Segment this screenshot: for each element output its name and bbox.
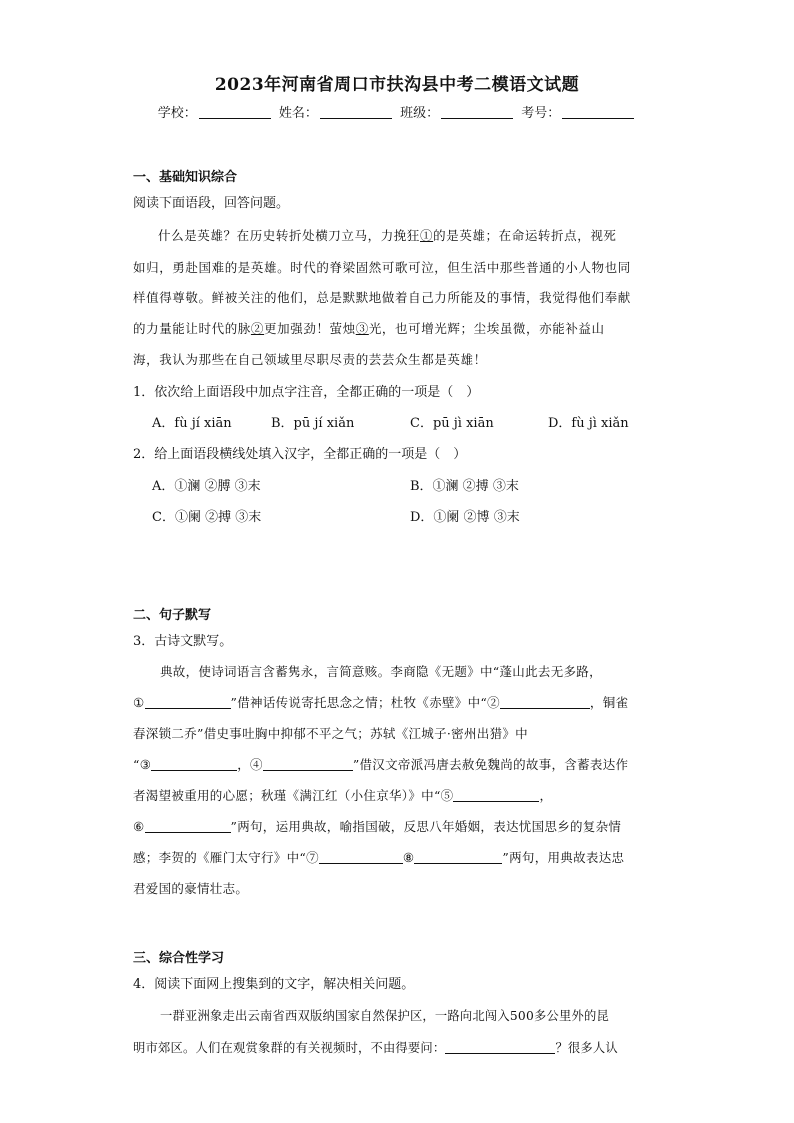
q3-line-8: 君爱国的豪情壮志。: [133, 881, 249, 896]
school-blank[interactable]: [199, 106, 271, 119]
q4-line-2: 明市郊区。人们在观赏象群的有关视频时，不由得要问： ？很多人认: [133, 1041, 618, 1055]
question-3-stem: 3．古诗文默写。: [133, 634, 233, 649]
blank-1: ①: [420, 228, 434, 243]
fill-blank-4[interactable]: [263, 758, 353, 771]
q3-line-4: “③ ，④ ”借汉文帝派冯唐去赦免魏尚的故事，含蓄表达作: [133, 757, 629, 772]
name-label: 姓名：: [278, 106, 318, 121]
question-2-stem: 2．给上面语段横线处填入汉字，全都正确的一项是（ ）: [133, 447, 467, 462]
fill-blank-3[interactable]: [151, 758, 237, 771]
fill-blank-5[interactable]: [453, 789, 539, 802]
q4-line-1: 一群亚洲象走出云南省西双版纳国家自然保护区，一路向北闯入500多公里外的昆: [160, 1009, 609, 1023]
fill-blank-7[interactable]: [319, 851, 403, 864]
q3-line-7: 感；李贺的《雁门太守行》中“⑦ ⑧ ”两句，用典故表达忠: [133, 850, 625, 865]
section1-heading: 一、基础知识综合: [133, 170, 238, 185]
q2-option-a[interactable]: A．①澜 ②膊 ③末: [152, 479, 261, 494]
q1-option-c[interactable]: C．pū jì xiān: [410, 416, 494, 431]
q3-line-5: 者渴望被重用的心愿；秋瑾《满江红（小住京华）》中“⑤ ，: [133, 788, 553, 803]
passage-line-1: 什么是英雄？在历史转折处横刀立马，力挽狂①的是英雄；在命运转折点，视死: [158, 228, 617, 243]
school-label: 学校：: [157, 106, 197, 121]
class-blank[interactable]: [441, 106, 513, 119]
fill-blank-2[interactable]: [500, 696, 590, 709]
q1-option-d[interactable]: D．fù jì xiǎn: [548, 416, 629, 431]
section3-heading: 三、综合性学习: [133, 951, 225, 966]
section1-instruction: 阅读下面语段，回答问题。: [133, 196, 290, 211]
passage-line-2: 如归，勇赴国难的是英雄。时代的脊梁固然可歌可泣，但生活中那些普通的小人物也同: [133, 260, 631, 275]
q3-line-6: ⑥ ”两句，运用典故，喻指国破，反思八年婚姻，表达忧国思乡的复杂情: [133, 819, 622, 834]
q3-line-3: 春深锁二乔”借史事吐胸中抑郁不平之气；苏轼《江城子·密州出猎》中: [133, 726, 528, 741]
q2-option-b[interactable]: B．①澜 ②搏 ③末: [410, 479, 519, 494]
passage-line-3: 样值得尊敬。鲜被关注的他们，总是默默地做着自己力所能及的事情，我觉得他们奉献: [133, 290, 631, 305]
name-blank[interactable]: [320, 106, 392, 119]
section2-heading: 二、句子默写: [133, 608, 212, 623]
blank-2: ②: [250, 321, 265, 336]
fill-blank-q4[interactable]: [445, 1041, 555, 1054]
blank-3: ③: [355, 321, 369, 336]
q2-option-c[interactable]: C．①阑 ②搏 ③末: [152, 510, 262, 525]
exam-no-blank[interactable]: [562, 106, 634, 119]
fill-blank-6[interactable]: [145, 820, 231, 833]
question-4-stem: 4．阅读下面网上搜集到的文字，解决相关问题。: [133, 977, 415, 992]
student-info-row: [0, 102, 794, 121]
q1-option-a[interactable]: A．fù jí xiān: [152, 416, 232, 431]
exam-no-label: 考号：: [521, 106, 561, 121]
passage-line-4: 的力量能让时代的脉②更加强劲！萤烛③光，也可增光辉；尘埃虽微，亦能补益山: [133, 321, 605, 336]
q2-option-d[interactable]: D．①阑 ②博 ③末: [410, 510, 520, 525]
question-1-stem: 1．依次给上面语段中加点字注音，全都正确的一项是（ ）: [133, 385, 480, 400]
fill-blank-8[interactable]: [414, 851, 502, 864]
fill-blank-1[interactable]: [145, 696, 231, 709]
q1-option-b[interactable]: B．pū jí xiǎn: [271, 416, 355, 431]
class-label: 班级：: [400, 106, 440, 121]
page-title: 2023年河南省周口市扶沟县中考二模语文试题: [214, 75, 580, 95]
passage-line-5: 海，我认为那些在自己领域里尽职尽责的芸芸众生都是英雄！: [133, 352, 487, 367]
q3-line-1: 典故，使诗词语言含蓄隽永，言简意赅。李商隐《无题》中“蓬山此去无多路，: [160, 664, 602, 679]
q3-line-2: ① ”借神话传说寄托思念之情；杜牧《赤壁》中“② ，铜雀: [133, 695, 629, 710]
